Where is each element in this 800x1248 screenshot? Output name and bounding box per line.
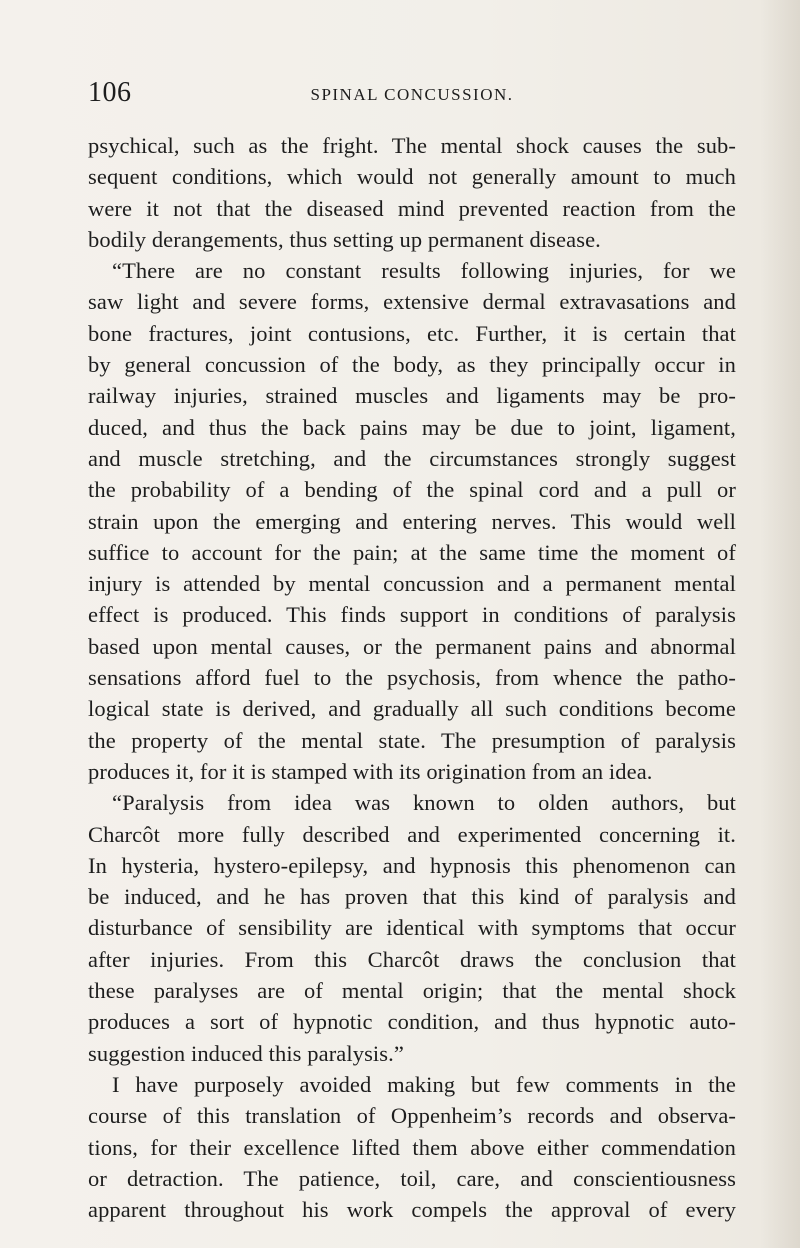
text-line: suffice to account for the pain; at the same time the moment of bbox=[88, 539, 736, 565]
text-line: sequent conditions, which would not generally amount to much bbox=[88, 164, 736, 190]
text-line: based upon mental causes, or the permanent pains and abnormal bbox=[88, 633, 736, 659]
text-line: I have purposely avoided making but few comments in the bbox=[112, 1071, 736, 1097]
page-number: 106 bbox=[88, 77, 132, 108]
text-line: and muscle stretching, and the circumstances strongly suggest bbox=[88, 445, 736, 471]
text-line: duced, and thus the back pains may be due to joint, ligament, bbox=[88, 414, 736, 440]
text-line: saw light and severe forms, extensive dermal extravasations and bbox=[88, 289, 736, 315]
text-line: were it not that the diseased mind prevented reaction from the bbox=[88, 195, 736, 221]
text-line: disturbance of sensibility are identical with symptoms that occur bbox=[88, 915, 736, 941]
text-line: bone fractures, joint contusions, etc. Further, it is certain that bbox=[88, 320, 736, 346]
text-line: course of this translation of Oppenheim’s records and observa- bbox=[88, 1103, 736, 1129]
text-line: tions, for their excellence lifted them above either commendation bbox=[88, 1134, 736, 1160]
text-line: strain upon the emerging and entering nerves. This would well bbox=[88, 508, 736, 534]
text-line: psychical, such as the fright. The mental shock causes the sub- bbox=[88, 133, 736, 158]
text-line: be induced, and he has proven that this kind of paralysis and bbox=[88, 884, 736, 910]
text-line: apparent throughout his work compels the approval of every bbox=[88, 1197, 736, 1223]
running-head: SPINAL CONCUSSION. bbox=[310, 85, 514, 104]
text-line: produces it, for it is stamped with its origination from an idea. bbox=[88, 758, 653, 784]
text-line: by general concussion of the body, as they principally occur in bbox=[88, 352, 736, 378]
page-header bbox=[88, 75, 736, 115]
body-text bbox=[88, 130, 736, 1225]
text-line: “Paralysis from idea was known to olden authors, but bbox=[112, 790, 736, 816]
text-line: bodily derangements, thus setting up permanent disease. bbox=[88, 226, 601, 252]
text-line: the property of the mental state. The presumption of paralysis bbox=[88, 727, 736, 753]
text-line: Charcôt more fully described and experimented concerning it. bbox=[88, 821, 736, 847]
text-line: “There are no constant results following injuries, for we bbox=[112, 258, 736, 284]
text-line: suggestion induced this paralysis.” bbox=[88, 1040, 404, 1066]
text-line: or detraction. The patience, toil, care, and conscientiousness bbox=[88, 1165, 736, 1191]
text-line: these paralyses are of mental origin; that the mental shock bbox=[88, 978, 736, 1004]
text-line: railway injuries, strained muscles and ligaments may be pro- bbox=[88, 383, 736, 409]
text-line: the probability of a bending of the spinal cord and a pull or bbox=[88, 477, 736, 503]
text-line: In hysteria, hystero-epilepsy, and hypnosis this phenomenon can bbox=[88, 852, 736, 878]
text-line: injury is attended by mental concussion and a permanent mental bbox=[88, 571, 736, 597]
text-line: effect is produced. This finds support in conditions of paralysis bbox=[88, 602, 736, 628]
text-line: logical state is derived, and gradually all such conditions become bbox=[88, 696, 736, 722]
text-line: produces a sort of hypnotic condition, and thus hypnotic auto- bbox=[88, 1009, 736, 1035]
text-line: after injuries. From this Charcôt draws the conclusion that bbox=[88, 946, 736, 972]
text-line: sensations afford fuel to the psychosis, from whence the patho- bbox=[88, 665, 736, 691]
page-edge-shadow bbox=[760, 0, 800, 1248]
